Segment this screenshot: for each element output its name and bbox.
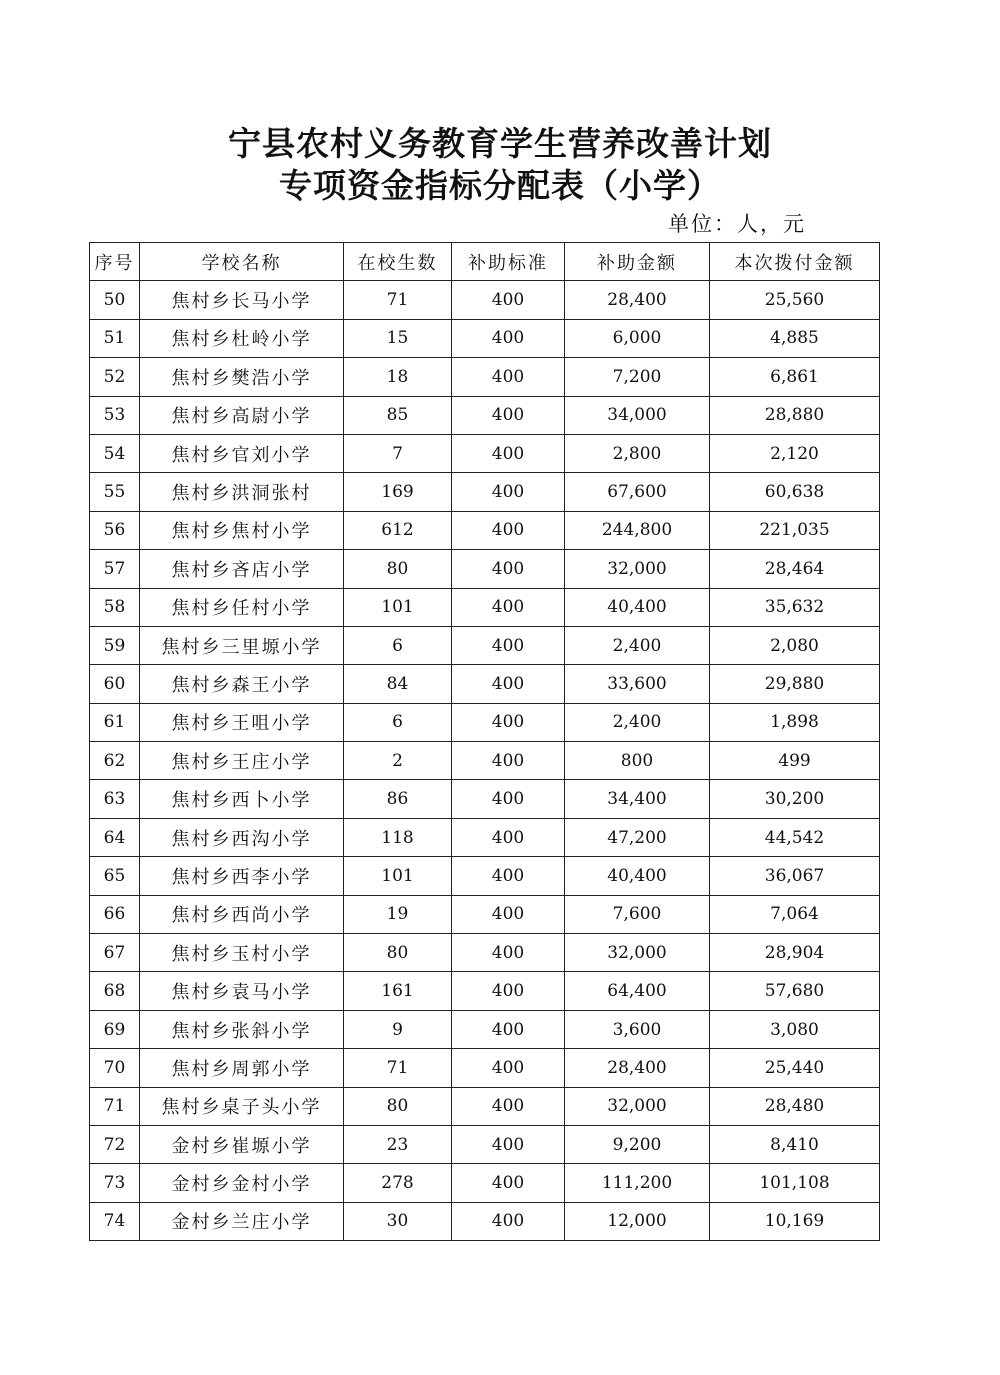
subsidy-amount-cell: 12,000 bbox=[565, 1202, 710, 1240]
student-count-cell: 118 bbox=[344, 818, 452, 856]
header-row bbox=[90, 243, 880, 281]
subsidy-amount-cell: 40,400 bbox=[565, 588, 710, 626]
subsidy-amount-cell: 7,600 bbox=[565, 895, 710, 933]
subsidy-standard-cell: 400 bbox=[452, 665, 565, 703]
disbursed-amount-cell: 28,880 bbox=[710, 396, 880, 434]
row-index-cell: 72 bbox=[90, 1125, 140, 1163]
subsidy-standard-cell: 400 bbox=[452, 358, 565, 396]
disbursed-amount-cell: 499 bbox=[710, 742, 880, 780]
school-name-cell: 金村乡兰庄小学 bbox=[140, 1202, 344, 1240]
school-name-cell: 焦村乡焦村小学 bbox=[140, 511, 344, 549]
disbursed-amount-cell: 7,064 bbox=[710, 895, 880, 933]
student-count-cell: 6 bbox=[344, 703, 452, 741]
subsidy-amount-cell: 28,400 bbox=[565, 1049, 710, 1087]
subsidy-standard-cell: 400 bbox=[452, 818, 565, 856]
student-count-cell: 15 bbox=[344, 319, 452, 357]
subsidy-standard-cell: 400 bbox=[452, 703, 565, 741]
allocation-table bbox=[89, 242, 880, 1241]
document-title-line1: 宁县农村义务教育学生营养改善计划 bbox=[228, 124, 772, 163]
subsidy-amount-cell: 800 bbox=[565, 742, 710, 780]
table-row bbox=[90, 857, 880, 895]
subsidy-amount-cell: 32,000 bbox=[565, 1087, 710, 1125]
school-name-cell: 焦村乡官刘小学 bbox=[140, 434, 344, 472]
subsidy-standard-cell: 400 bbox=[452, 742, 565, 780]
table-row bbox=[90, 780, 880, 818]
disbursed-amount-cell: 221,035 bbox=[710, 511, 880, 549]
subsidy-amount-cell: 28,400 bbox=[565, 281, 710, 319]
student-count-cell: 278 bbox=[344, 1164, 452, 1202]
row-index-cell: 67 bbox=[90, 934, 140, 972]
student-count-cell: 85 bbox=[344, 396, 452, 434]
table-row bbox=[90, 626, 880, 664]
school-name-cell: 焦村乡森王小学 bbox=[140, 665, 344, 703]
row-index-cell: 69 bbox=[90, 1010, 140, 1048]
table-row bbox=[90, 818, 880, 856]
student-count-cell: 6 bbox=[344, 626, 452, 664]
subsidy-standard-cell: 400 bbox=[452, 473, 565, 511]
student-count-cell: 80 bbox=[344, 934, 452, 972]
subsidy-standard-cell: 400 bbox=[452, 1010, 565, 1048]
student-count-cell: 80 bbox=[344, 1087, 452, 1125]
school-name-cell: 焦村乡西卜小学 bbox=[140, 780, 344, 818]
school-name-cell: 焦村乡高尉小学 bbox=[140, 396, 344, 434]
subsidy-amount-cell: 32,000 bbox=[565, 934, 710, 972]
table-row bbox=[90, 1049, 880, 1087]
header-subsidy-amount: 补助金额 bbox=[565, 243, 710, 281]
row-index-cell: 57 bbox=[90, 550, 140, 588]
subsidy-standard-cell: 400 bbox=[452, 511, 565, 549]
row-index-cell: 71 bbox=[90, 1087, 140, 1125]
school-name-cell: 焦村乡吝店小学 bbox=[140, 550, 344, 588]
disbursed-amount-cell: 6,861 bbox=[710, 358, 880, 396]
subsidy-amount-cell: 111,200 bbox=[565, 1164, 710, 1202]
school-name-cell: 金村乡崔塬小学 bbox=[140, 1125, 344, 1163]
school-name-cell: 焦村乡樊浩小学 bbox=[140, 358, 344, 396]
subsidy-amount-cell: 40,400 bbox=[565, 857, 710, 895]
table-row bbox=[90, 1010, 880, 1048]
disbursed-amount-cell: 57,680 bbox=[710, 972, 880, 1010]
disbursed-amount-cell: 35,632 bbox=[710, 588, 880, 626]
student-count-cell: 2 bbox=[344, 742, 452, 780]
table-row bbox=[90, 665, 880, 703]
student-count-cell: 23 bbox=[344, 1125, 452, 1163]
student-count-cell: 101 bbox=[344, 857, 452, 895]
school-name-cell: 金村乡金村小学 bbox=[140, 1164, 344, 1202]
subsidy-amount-cell: 2,800 bbox=[565, 434, 710, 472]
school-name-cell: 焦村乡张斜小学 bbox=[140, 1010, 344, 1048]
row-index-cell: 62 bbox=[90, 742, 140, 780]
school-name-cell: 焦村乡三里塬小学 bbox=[140, 626, 344, 664]
subsidy-standard-cell: 400 bbox=[452, 319, 565, 357]
table-row bbox=[90, 895, 880, 933]
header-school-name: 学校名称 bbox=[140, 243, 344, 281]
disbursed-amount-cell: 10,169 bbox=[710, 1202, 880, 1240]
student-count-cell: 71 bbox=[344, 1049, 452, 1087]
subsidy-standard-cell: 400 bbox=[452, 1202, 565, 1240]
table-row bbox=[90, 319, 880, 357]
subsidy-standard-cell: 400 bbox=[452, 780, 565, 818]
subsidy-standard-cell: 400 bbox=[452, 588, 565, 626]
subsidy-amount-cell: 2,400 bbox=[565, 626, 710, 664]
row-index-cell: 60 bbox=[90, 665, 140, 703]
student-count-cell: 7 bbox=[344, 434, 452, 472]
row-index-cell: 56 bbox=[90, 511, 140, 549]
row-index-cell: 59 bbox=[90, 626, 140, 664]
table-row bbox=[90, 396, 880, 434]
header-subsidy-standard: 补助标准 bbox=[452, 243, 565, 281]
table-row bbox=[90, 742, 880, 780]
school-name-cell: 焦村乡王庄小学 bbox=[140, 742, 344, 780]
table-row bbox=[90, 703, 880, 741]
school-name-cell: 焦村乡任村小学 bbox=[140, 588, 344, 626]
subsidy-amount-cell: 34,000 bbox=[565, 396, 710, 434]
row-index-cell: 51 bbox=[90, 319, 140, 357]
subsidy-standard-cell: 400 bbox=[452, 1087, 565, 1125]
subsidy-standard-cell: 400 bbox=[452, 1164, 565, 1202]
subsidy-standard-cell: 400 bbox=[452, 434, 565, 472]
subsidy-standard-cell: 400 bbox=[452, 550, 565, 588]
school-name-cell: 焦村乡玉村小学 bbox=[140, 934, 344, 972]
subsidy-amount-cell: 9,200 bbox=[565, 1125, 710, 1163]
disbursed-amount-cell: 60,638 bbox=[710, 473, 880, 511]
row-index-cell: 58 bbox=[90, 588, 140, 626]
subsidy-standard-cell: 400 bbox=[452, 895, 565, 933]
school-name-cell: 焦村乡西李小学 bbox=[140, 857, 344, 895]
disbursed-amount-cell: 29,880 bbox=[710, 665, 880, 703]
row-index-cell: 70 bbox=[90, 1049, 140, 1087]
subsidy-amount-cell: 67,600 bbox=[565, 473, 710, 511]
table-row bbox=[90, 358, 880, 396]
disbursed-amount-cell: 4,885 bbox=[710, 319, 880, 357]
subsidy-amount-cell: 64,400 bbox=[565, 972, 710, 1010]
subsidy-amount-cell: 3,600 bbox=[565, 1010, 710, 1048]
student-count-cell: 30 bbox=[344, 1202, 452, 1240]
row-index-cell: 73 bbox=[90, 1164, 140, 1202]
table-row bbox=[90, 1164, 880, 1202]
subsidy-amount-cell: 6,000 bbox=[565, 319, 710, 357]
school-name-cell: 焦村乡桌子头小学 bbox=[140, 1087, 344, 1125]
subsidy-standard-cell: 400 bbox=[452, 1125, 565, 1163]
disbursed-amount-cell: 101,108 bbox=[710, 1164, 880, 1202]
subsidy-amount-cell: 7,200 bbox=[565, 358, 710, 396]
disbursed-amount-cell: 2,120 bbox=[710, 434, 880, 472]
disbursed-amount-cell: 30,200 bbox=[710, 780, 880, 818]
row-index-cell: 68 bbox=[90, 972, 140, 1010]
subsidy-amount-cell: 34,400 bbox=[565, 780, 710, 818]
table-row bbox=[90, 281, 880, 319]
header-student-count: 在校生数 bbox=[344, 243, 452, 281]
disbursed-amount-cell: 8,410 bbox=[710, 1125, 880, 1163]
disbursed-amount-cell: 36,067 bbox=[710, 857, 880, 895]
school-name-cell: 焦村乡西尚小学 bbox=[140, 895, 344, 933]
row-index-cell: 61 bbox=[90, 703, 140, 741]
row-index-cell: 52 bbox=[90, 358, 140, 396]
school-name-cell: 焦村乡周郭小学 bbox=[140, 1049, 344, 1087]
table-row bbox=[90, 1202, 880, 1240]
disbursed-amount-cell: 28,904 bbox=[710, 934, 880, 972]
row-index-cell: 63 bbox=[90, 780, 140, 818]
header-index: 序号 bbox=[90, 243, 140, 281]
row-index-cell: 65 bbox=[90, 857, 140, 895]
row-index-cell: 66 bbox=[90, 895, 140, 933]
subsidy-standard-cell: 400 bbox=[452, 857, 565, 895]
student-count-cell: 169 bbox=[344, 473, 452, 511]
table-row bbox=[90, 1087, 880, 1125]
student-count-cell: 71 bbox=[344, 281, 452, 319]
table-row bbox=[90, 934, 880, 972]
school-name-cell: 焦村乡长马小学 bbox=[140, 281, 344, 319]
table-row bbox=[90, 972, 880, 1010]
subsidy-amount-cell: 244,800 bbox=[565, 511, 710, 549]
subsidy-standard-cell: 400 bbox=[452, 1049, 565, 1087]
row-index-cell: 54 bbox=[90, 434, 140, 472]
subsidy-amount-cell: 33,600 bbox=[565, 665, 710, 703]
student-count-cell: 80 bbox=[344, 550, 452, 588]
student-count-cell: 612 bbox=[344, 511, 452, 549]
student-count-cell: 101 bbox=[344, 588, 452, 626]
table-row bbox=[90, 511, 880, 549]
subsidy-amount-cell: 47,200 bbox=[565, 818, 710, 856]
school-name-cell: 焦村乡杜岭小学 bbox=[140, 319, 344, 357]
table-row bbox=[90, 1125, 880, 1163]
disbursed-amount-cell: 25,560 bbox=[710, 281, 880, 319]
subsidy-standard-cell: 400 bbox=[452, 626, 565, 664]
header-disbursed-amount: 本次拨付金额 bbox=[710, 243, 880, 281]
subsidy-standard-cell: 400 bbox=[452, 972, 565, 1010]
row-index-cell: 55 bbox=[90, 473, 140, 511]
student-count-cell: 161 bbox=[344, 972, 452, 1010]
subsidy-standard-cell: 400 bbox=[452, 281, 565, 319]
disbursed-amount-cell: 25,440 bbox=[710, 1049, 880, 1087]
school-name-cell: 焦村乡王咀小学 bbox=[140, 703, 344, 741]
document-title-line2: 专项资金指标分配表（小学） bbox=[279, 166, 721, 205]
student-count-cell: 9 bbox=[344, 1010, 452, 1048]
row-index-cell: 50 bbox=[90, 281, 140, 319]
disbursed-amount-cell: 28,464 bbox=[710, 550, 880, 588]
table-row bbox=[90, 588, 880, 626]
school-name-cell: 焦村乡洪洞张村 bbox=[140, 473, 344, 511]
school-name-cell: 焦村乡袁马小学 bbox=[140, 972, 344, 1010]
disbursed-amount-cell: 28,480 bbox=[710, 1087, 880, 1125]
disbursed-amount-cell: 1,898 bbox=[710, 703, 880, 741]
table-row bbox=[90, 550, 880, 588]
student-count-cell: 19 bbox=[344, 895, 452, 933]
student-count-cell: 18 bbox=[344, 358, 452, 396]
school-name-cell: 焦村乡西沟小学 bbox=[140, 818, 344, 856]
subsidy-amount-cell: 32,000 bbox=[565, 550, 710, 588]
student-count-cell: 84 bbox=[344, 665, 452, 703]
table-row bbox=[90, 473, 880, 511]
subsidy-amount-cell: 2,400 bbox=[565, 703, 710, 741]
subsidy-standard-cell: 400 bbox=[452, 934, 565, 972]
disbursed-amount-cell: 3,080 bbox=[710, 1010, 880, 1048]
student-count-cell: 86 bbox=[344, 780, 452, 818]
disbursed-amount-cell: 2,080 bbox=[710, 626, 880, 664]
table-body bbox=[90, 281, 880, 1241]
row-index-cell: 74 bbox=[90, 1202, 140, 1240]
row-index-cell: 53 bbox=[90, 396, 140, 434]
row-index-cell: 64 bbox=[90, 818, 140, 856]
disbursed-amount-cell: 44,542 bbox=[710, 818, 880, 856]
unit-label: 单位：人，元 bbox=[668, 212, 806, 236]
subsidy-standard-cell: 400 bbox=[452, 396, 565, 434]
table-row bbox=[90, 434, 880, 472]
